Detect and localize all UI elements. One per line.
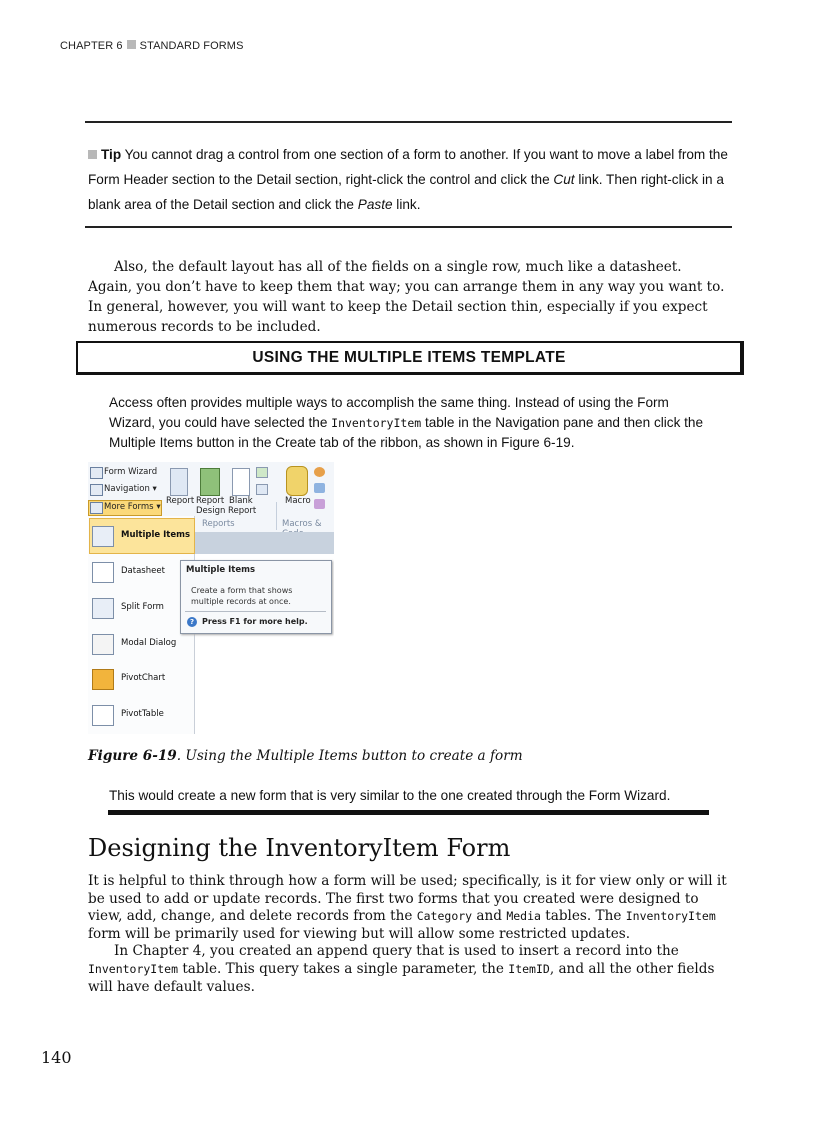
split-form-icon — [92, 598, 114, 619]
square-bullet-icon — [127, 40, 136, 49]
tooltip-separator — [185, 611, 326, 612]
sidebar-bottom-rule — [108, 810, 709, 815]
group-separator — [276, 502, 277, 530]
section-paragraph-2 — [88, 943, 728, 996]
blank-report-label-1[interactable]: Blank — [229, 496, 253, 506]
text-run: It is helpful to think through how a form will be used; specifically, is it for view only or will it be used to add or update records. The first two forms that you created were designed to view, add, change, and delete records from the — [88, 873, 727, 925]
section-body — [88, 873, 728, 996]
report-icon — [170, 468, 188, 496]
report-wizard-small-icon — [256, 467, 268, 478]
tip-text: link. Then right-click in a blank area of the Detail section and click the — [88, 172, 724, 212]
more-forms-icon — [90, 502, 103, 514]
navigation-button[interactable]: Navigation ▾ — [104, 484, 157, 494]
menu-item-label: PivotChart — [121, 673, 166, 683]
menu-item-pivottable[interactable] — [88, 698, 196, 732]
more-forms-button[interactable]: More Forms ▾ — [104, 502, 161, 512]
menu-item-label: Datasheet — [121, 566, 165, 576]
sidebar-text — [109, 393, 709, 453]
text-run: In Chapter 4, you created an append query that is used to insert a record into the — [114, 943, 679, 960]
tooltip — [180, 560, 332, 634]
sidebar-text-part: Access often provides multiple ways to accomplish the same thing. Instead of using the Form Wizard, you could have selected the — [109, 395, 669, 430]
code-inventoryitem: InventoryItem — [625, 909, 716, 924]
text-run: tables. The — [540, 908, 626, 925]
tip-paste-term: Paste — [357, 197, 393, 212]
form-wizard-button[interactable]: Form Wizard — [104, 467, 158, 477]
reports-group-label: Reports — [202, 519, 235, 529]
sidebar-code: InventoryItem — [331, 416, 422, 430]
menu-item-pivotchart[interactable] — [88, 662, 196, 696]
sidebar-title: USING THE MULTIPLE ITEMS TEMPLATE — [252, 349, 566, 366]
figure-caption — [88, 748, 523, 764]
tooltip-help: Press F1 for more help. — [202, 617, 308, 626]
datasheet-icon — [92, 562, 114, 583]
code-itemid: ItemID — [508, 961, 550, 976]
tip-square-icon — [88, 150, 97, 159]
sidebar-closing-text: This would create a new form that is very similar to the one created through the Form Wizard. — [109, 788, 671, 803]
text-run: and — [472, 908, 507, 925]
class-module-small-icon — [314, 483, 325, 493]
report-design-label-2[interactable]: Design — [196, 506, 226, 516]
page-number: 140 — [41, 1048, 72, 1067]
macros-group-label: Macros & — [282, 519, 322, 529]
report-design-icon — [200, 468, 220, 496]
visual-basic-small-icon — [314, 499, 325, 509]
pivottable-icon — [92, 705, 114, 726]
figure-caption-text: . Using the Multiple Items button to create a form — [176, 748, 523, 764]
macro-button[interactable]: Macro — [285, 496, 311, 506]
text-run: table. This query takes a single parameter, the — [178, 960, 509, 977]
tip-cut-term: Cut — [553, 172, 575, 187]
sidebar-title-box — [76, 341, 744, 375]
tip-top-rule — [85, 121, 732, 123]
code-inventoryitem: InventoryItem — [88, 961, 179, 976]
body-paragraph: Also, the default layout has all of the fields on a single row, much like a datasheet. Again, you don’t have to keep them that way; you can arrange them in any way you want to. In general, however, you will want to keep the Detail section thin, especially if you expect numerous records to be included. — [88, 259, 725, 335]
access-ribbon-screenshot — [88, 462, 334, 734]
section-heading: Designing the InventoryItem Form — [88, 834, 511, 862]
section-paragraph-1 — [88, 873, 728, 943]
menu-item-label: PivotTable — [121, 709, 164, 719]
sidebar-text-part: table in the Navigation pane and then click the Multiple Items button in the Create tab of the ribbon, as shown in Figure 6-19. — [109, 415, 704, 450]
chapter-label: CHAPTER 6 — [60, 40, 123, 52]
figure-number: Figure 6-19 — [88, 748, 177, 764]
tip-box — [88, 142, 736, 217]
tip-bottom-rule — [85, 226, 732, 228]
menu-item-label: Modal Dialog — [121, 638, 177, 648]
text-run: , and all the other fields will have default values. — [88, 960, 715, 995]
macro-icon — [286, 466, 308, 496]
menu-item-label: Multiple Items — [121, 530, 191, 540]
form-wizard-icon — [90, 467, 103, 479]
code-media: Media — [506, 909, 541, 924]
blank-report-icon — [232, 468, 250, 496]
section-label: STANDARD FORMS — [139, 40, 244, 52]
menu-item-label: Split Form — [121, 602, 164, 612]
report-button[interactable]: Report — [166, 496, 195, 506]
navigation-icon — [90, 484, 103, 496]
tip-text: link. — [392, 197, 421, 212]
modal-dialog-icon — [92, 634, 114, 655]
tooltip-title: Multiple Items — [186, 565, 256, 575]
tip-label: Tip — [101, 147, 122, 162]
text-run: form will be primarily used for viewing but will allow some restricted updates. — [88, 925, 631, 942]
running-header — [60, 40, 244, 52]
tooltip-body: Create a form that shows multiple records at once. — [191, 586, 293, 606]
labels-small-icon — [256, 484, 268, 495]
workspace-background — [193, 532, 334, 554]
tip-text: You cannot drag a control from one section of a form to another. If you want to move a label from the Form Header section to the Detail section, right-click the control and click the — [88, 147, 728, 187]
multiple-items-icon — [92, 526, 114, 547]
pivotchart-icon — [92, 669, 114, 690]
help-icon: ? — [187, 617, 197, 627]
blank-report-label-2[interactable]: Report — [228, 506, 257, 516]
menu-item-multiple-items[interactable] — [88, 519, 196, 553]
report-design-label-1[interactable]: Report — [196, 496, 225, 506]
code-category: Category — [416, 909, 473, 924]
module-small-icon — [314, 467, 325, 477]
